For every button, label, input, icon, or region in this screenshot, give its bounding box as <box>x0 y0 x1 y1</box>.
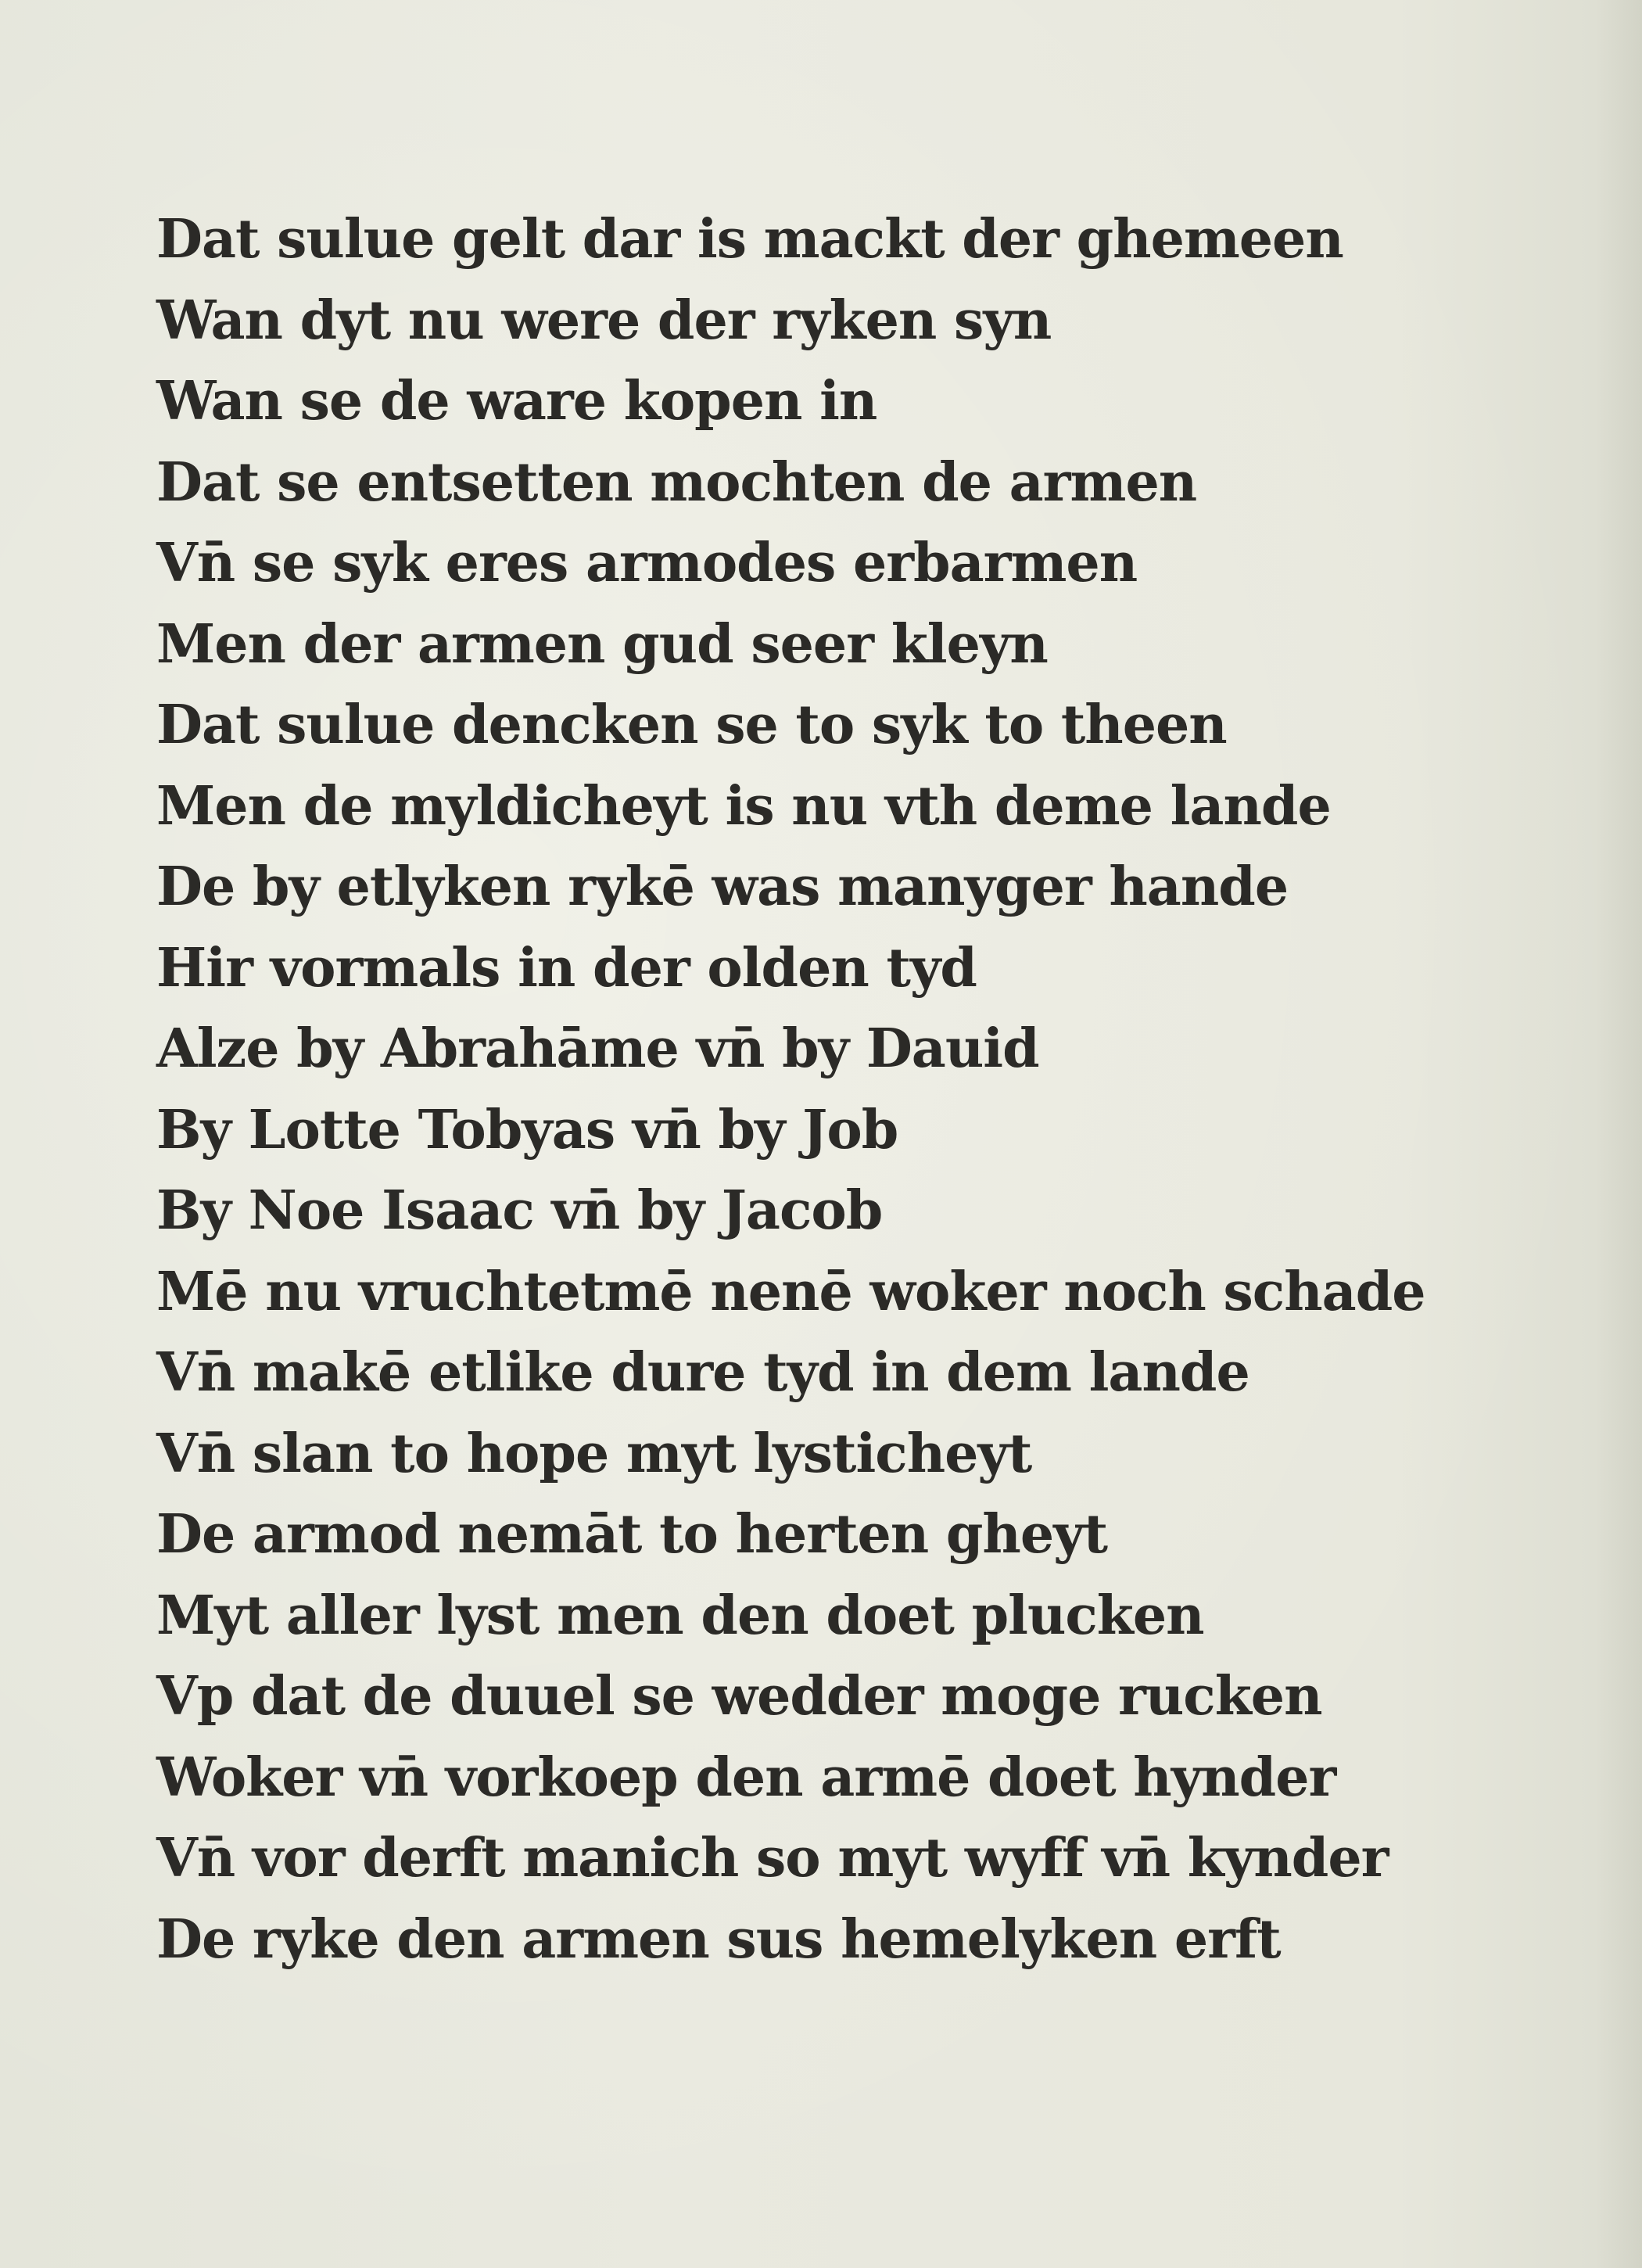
verse-line: Vn̄ makē etlike dure tyd in dem lande <box>156 1341 1249 1404</box>
verse-line: Mē nu vruchtetmē nenē woker noch schade <box>156 1260 1425 1323</box>
verse-line: Woker vn̄ vorkoep den armē doet hynder <box>156 1746 1336 1809</box>
verse-line: Men de myldicheyt is nu vth deme lande <box>156 774 1331 838</box>
verse-line: Myt aller lyst men den doet plucken <box>156 1584 1204 1647</box>
verse-line: Vn̄ se syk eres armodes erbarmen <box>156 532 1138 594</box>
verse-line: Alze by Abrahāme vn̄ by Dauid <box>156 1017 1039 1080</box>
verse-line: Hir vormals in der olden tyd <box>156 936 977 999</box>
verse-line: Men der armen gud seer kleyn <box>156 612 1048 676</box>
verse-line: Vn̄ slan to hope myt lysticheyt <box>156 1422 1032 1485</box>
verse-line: De by etlyken rykē was manyger hande <box>156 856 1289 918</box>
verse-line: By Noe Isaac vn̄ by Jacob <box>156 1179 883 1242</box>
verse-line: De ryke den armen sus hemelyken erft <box>156 1907 1281 1971</box>
verse-line: Dat sulue gelt dar is mackt der ghemeen <box>156 208 1343 271</box>
verse-line: De armod nemāt to herten gheyt <box>156 1503 1108 1566</box>
verse-line: Vp dat de duuel se wedder moge rucken <box>156 1665 1322 1728</box>
page-gutter-shadow <box>1595 0 1642 2268</box>
verse-line: Dat se entsetten mochten de armen <box>156 450 1197 514</box>
verse-line: Vn̄ vor derft manich so myt wyff vn̄ kynder <box>156 1827 1389 1889</box>
verse-line: Wan dyt nu were der ryken syn <box>156 289 1052 352</box>
verse-block <box>156 199 1548 1980</box>
verse-line: Wan se de ware kopen in <box>156 370 877 432</box>
verse-line: By Lotte Tobyas vn̄ by Job <box>156 1098 898 1161</box>
verse-line: Dat sulue dencken se to syk to theen <box>156 694 1227 756</box>
